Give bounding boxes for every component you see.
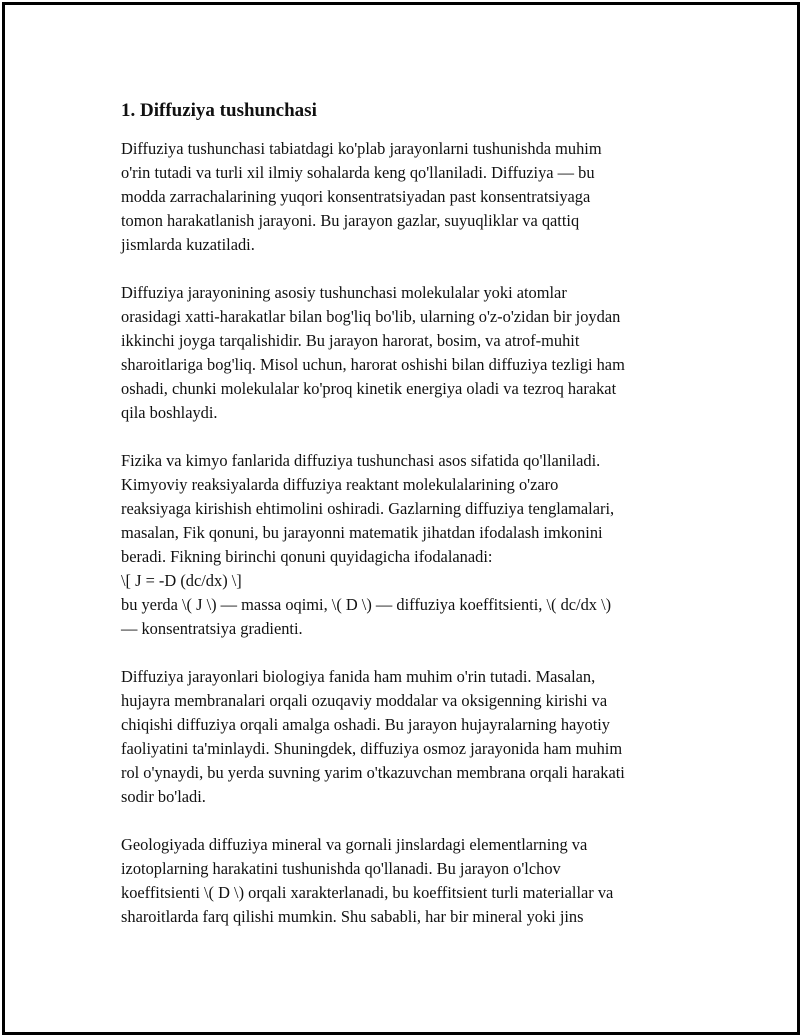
text-line: \[ J = -D (dc/dx) \]: [121, 571, 242, 590]
text-line: sharoitlarda farq qilishi mumkin. Shu sababli, har bir mineral yoki jins: [121, 907, 584, 926]
text-line: o'rin tutadi va turli xil ilmiy sohalarda keng qo'llaniladi. Diffuziya — bu: [121, 163, 595, 182]
paragraph: [121, 665, 711, 809]
text-line: modda zarrachalarining yuqori konsentratsiyadan past konsentratsiyaga: [121, 187, 591, 206]
text-line: jismlarda kuzatiladi.: [121, 235, 255, 254]
paragraph: [121, 449, 711, 641]
text-line: masalan, Fik qonuni, bu jarayonni matematik jihatdan ifodalash imkonini: [121, 523, 603, 542]
text-line: bu yerda \( J \) — massa oqimi, \( D \) — diffuziya koeffitsienti, \( dc/dx \): [121, 595, 612, 614]
document-body: [121, 97, 711, 953]
text-line: qila boshlaydi.: [121, 403, 218, 422]
text-line: reaksiyaga kirishish ehtimolini oshiradi. Gazlarning diffuziya tenglamalari,: [121, 499, 615, 518]
text-line: sharoitlariga bog'liq. Misol uchun, harorat oshishi bilan diffuziya tezligi ham: [121, 355, 625, 374]
section-heading: 1. Diffuziya tushunchasi: [121, 100, 317, 121]
text-line: ikkinchi joyga tarqalishidir. Bu jarayon harorat, bosim, va atrof-muhit: [121, 331, 580, 350]
text-line: oshadi, chunki molekulalar ko'proq kinetik energiya oladi va tezroq harakat: [121, 379, 617, 398]
text-line: hujayra membranalari orqali ozuqaviy moddalar va oksigenning kirishi va: [121, 691, 608, 710]
paragraph: [121, 137, 711, 257]
paragraph: [121, 281, 711, 425]
paragraph: [121, 833, 711, 929]
text-line: faoliyatini ta'minlaydi. Shuningdek, diffuziya osmoz jarayonida ham muhim: [121, 739, 623, 758]
text-line: sodir bo'ladi.: [121, 787, 206, 806]
text-line: orasidagi xatti-harakatlar bilan bog'liq bo'lib, ularning o'z-o'zidan bir joydan: [121, 307, 621, 326]
text-line: koeffitsienti \( D \) orqali xarakterlanadi, bu koeffitsient turli materiallar va: [121, 883, 614, 902]
text-line: Kimyoviy reaksiyalarda diffuziya reaktant molekulalarining o'zaro: [121, 475, 559, 494]
paragraph-list: [121, 137, 711, 929]
text-line: Geologiyada diffuziya mineral va gornali jinslardagi elementlarning va: [121, 835, 588, 854]
text-line: beradi. Fikning birinchi qonuni quyidagicha ifodalanadi:: [121, 547, 493, 566]
page-frame: [2, 2, 800, 1035]
text-line: Diffuziya tushunchasi tabiatdagi ko'plab jarayonlarni tushunishda muhim: [121, 139, 602, 158]
text-line: rol o'ynaydi, bu yerda suvning yarim o'tkazuvchan membrana orqali harakati: [121, 763, 625, 782]
text-line: chiqishi diffuziya orqali amalga oshadi. Bu jarayon hujayralarning hayotiy: [121, 715, 611, 734]
text-line: izotoplarning harakatini tushunishda qo'llanadi. Bu jarayon o'lchov: [121, 859, 561, 878]
text-line: — konsentratsiya gradienti.: [121, 619, 303, 638]
text-line: Fizika va kimyo fanlarida diffuziya tushunchasi asos sifatida qo'llaniladi.: [121, 451, 601, 470]
text-line: tomon harakatlanish jarayoni. Bu jarayon gazlar, suyuqliklar va qattiq: [121, 211, 580, 230]
text-line: Diffuziya jarayonlari biologiya fanida ham muhim o'rin tutadi. Masalan,: [121, 667, 596, 686]
text-line: Diffuziya jarayonining asosiy tushunchasi molekulalar yoki atomlar: [121, 283, 567, 302]
